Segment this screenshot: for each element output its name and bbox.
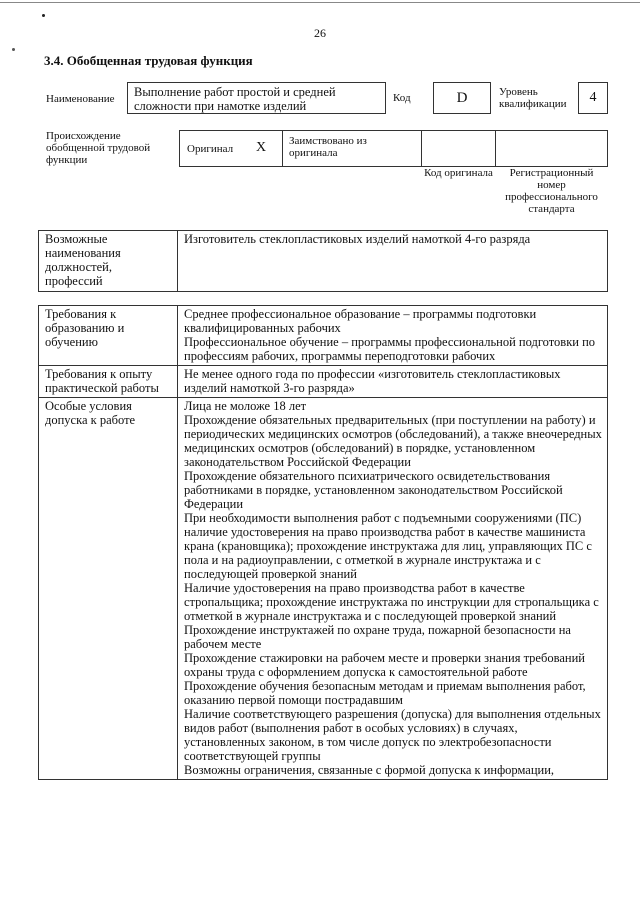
list-item: Прохождение обязательных предварительных (при поступлении на работу) и периодических медицинских осмотров (обследований), а также внеочередных медицинских осмотров (обследований) в порядке, установленном законодательством Российской Федерации <box>184 413 602 469</box>
reg-number-label: Регистрационный номер профессионального стандарта <box>505 167 598 215</box>
list-item: Наличие соответствующего разрешения (допуска) для выполнения отдельных видов работ (выполнения работ в особых условиях) в случаях, установленных законом, в том числе допуск по электробезопасности соответствующей группы <box>184 707 601 763</box>
origin-label: Происхождение обобщенной трудовой функции <box>46 130 151 166</box>
scan-dot <box>12 48 15 51</box>
original-label: Оригинал <box>187 143 234 155</box>
table-row <box>39 231 608 292</box>
table-row <box>39 306 608 366</box>
borrowed-box <box>282 130 422 167</box>
list-item: Прохождение инструктажей по охране труда, пожарной безопасности на рабочем месте <box>184 623 571 651</box>
experience-value <box>178 366 608 398</box>
scan-dot <box>42 14 45 17</box>
admission-value <box>178 398 608 780</box>
name-label: Наименование <box>46 93 115 105</box>
positions-value: Изготовитель стеклопластиковых изделий намоткой 4-го разряда <box>178 231 608 292</box>
code-value: D <box>456 90 468 106</box>
level-value: 4 <box>589 90 597 105</box>
level-value-box <box>578 82 608 114</box>
list-item: Прохождение обучения безопасным методам и приемам выполнения работ, оказанию первой помощи пострадавшим <box>184 679 586 707</box>
table-row <box>39 366 608 398</box>
borrowed-label: Заимствовано из оригинала <box>289 135 367 159</box>
list-item: Прохождение стажировки на рабочем месте и проверки знания требований охраны труда с оформлением допуска к самостоятельной работе <box>184 651 585 679</box>
original-box <box>179 130 283 167</box>
list-item: Лица не моложе 18 лет <box>184 399 307 413</box>
level-label: Уровень квалификации <box>499 86 567 110</box>
positions-table <box>38 230 608 292</box>
requirements-table <box>38 305 608 780</box>
section-heading: 3.4. Обобщенная трудовая функция <box>44 53 253 68</box>
education-label: Требования к образованию и обучению <box>39 306 178 366</box>
admission-label: Особые условия допуска к работе <box>39 398 178 780</box>
list-item: Среднее профессиональное образование – программы подготовки квалифицированных рабочих <box>184 307 537 335</box>
code-original-label: Код оригинала <box>424 167 493 179</box>
code-label: Код <box>393 92 411 104</box>
name-value: Выполнение работ простой и средней сложности при намотке изделий <box>134 85 336 113</box>
experience-label: Требования к опыту практической работы <box>39 366 178 398</box>
list-item: Прохождение обязательного психиатрического освидетельствования работниками в порядке, установленном законодательством Российской Федерации <box>184 469 563 511</box>
education-value <box>178 306 608 366</box>
page-number: 26 <box>314 26 326 40</box>
list-item: При необходимости выполнения работ с подъемными сооружениями (ПС) наличие удостоверения на право производства работ в качестве машиниста крана (крановщика); прохождение инструктажа для лиц, управляющих ПС с пола и на радиоуправлении, с отметкой в журнале инструктажа и с последующей проверкой знаний <box>184 511 592 581</box>
top-edge-line <box>0 2 640 3</box>
list-item: Наличие удостоверения на право производства работ в качестве стропальщика; прохождение инструктажа по инструкции для стропальщика с отметкой в журнале инструктажа и с последующей проверкой знаний <box>184 581 599 623</box>
table-row <box>39 398 608 780</box>
original-mark: X <box>256 140 267 155</box>
list-item: Возможны ограничения, связанные с формой допуска к информации, <box>184 763 555 777</box>
name-value-box <box>127 82 386 114</box>
list-item: Профессиональное обучение – программы профессиональной подготовки по профессиям рабочих, программы переподготовки рабочих <box>184 335 596 363</box>
reg-number-box <box>495 130 608 167</box>
code-value-box <box>433 82 491 114</box>
list-item: Не менее одного года по профессии «изготовитель стеклопластиковых изделий намоткой 3-го разряда» <box>184 367 561 395</box>
code-original-box <box>421 130 496 167</box>
positions-label: Возможные наименования должностей, профессий <box>39 231 178 292</box>
